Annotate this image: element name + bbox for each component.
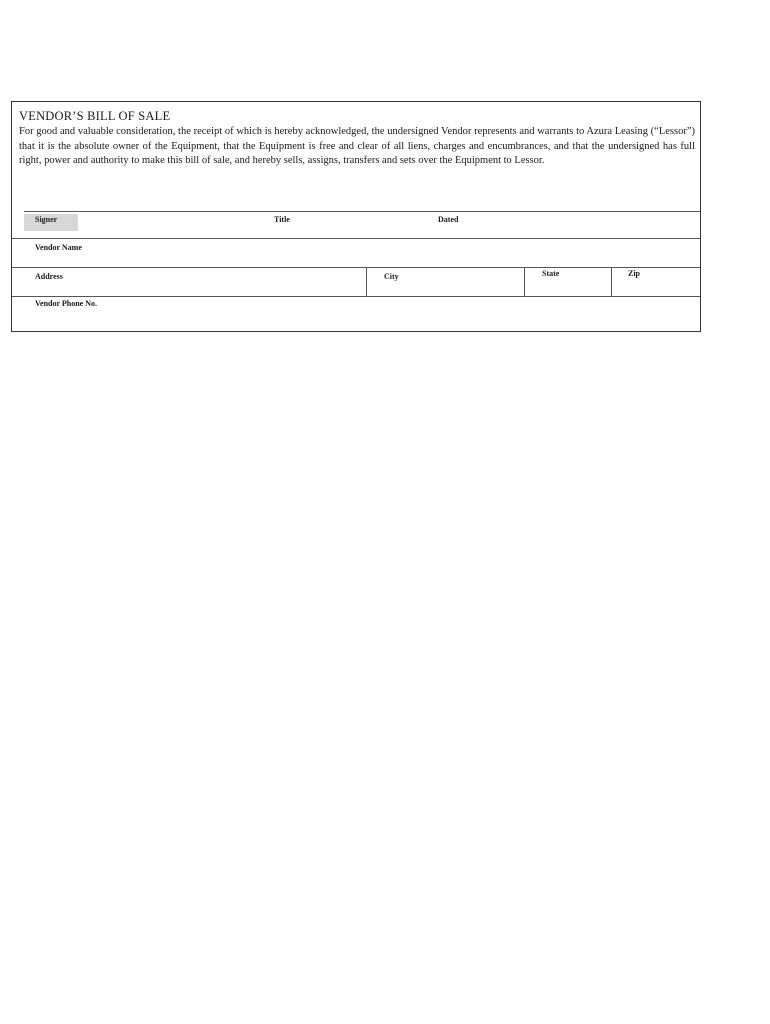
row-divider-phone — [12, 296, 700, 297]
bill-of-sale-form — [11, 101, 701, 332]
column-divider-state — [524, 267, 525, 296]
row-divider-vendor-name — [12, 238, 700, 239]
vendor-phone-field-label[interactable]: Vendor Phone No. — [35, 299, 98, 308]
signer-field-label[interactable]: Signer — [35, 215, 58, 224]
column-divider-zip — [611, 267, 612, 296]
zip-field-label[interactable]: Zip — [628, 269, 641, 278]
title-field-label[interactable]: Title — [274, 215, 290, 224]
state-field-label[interactable]: State — [542, 269, 560, 278]
column-divider-city — [366, 267, 367, 296]
vendor-name-field-label[interactable]: Vendor Name — [35, 243, 82, 252]
address-field-label[interactable]: Address — [35, 272, 63, 281]
row-divider-address — [12, 267, 700, 268]
city-field-label[interactable]: City — [384, 272, 399, 281]
form-title: VENDOR’S BILL OF SALE — [19, 109, 171, 123]
row-divider-top — [24, 211, 700, 212]
form-body-text: For good and valuable consideration, the receipt of which is hereby acknowledged, the undersigned Vendor represents and warrants to Azura Leasing (“Lessor”) that it is the absolute owner of the Equipment, that the Equipment is free and clear of all liens, charges and encumbrances, and that the undersigned has full right, power and authority to make this bill of sale, and hereby sells, assigns, transfers and sets over the Equipment to Lessor. — [19, 126, 695, 166]
dated-field-label[interactable]: Dated — [438, 215, 459, 224]
